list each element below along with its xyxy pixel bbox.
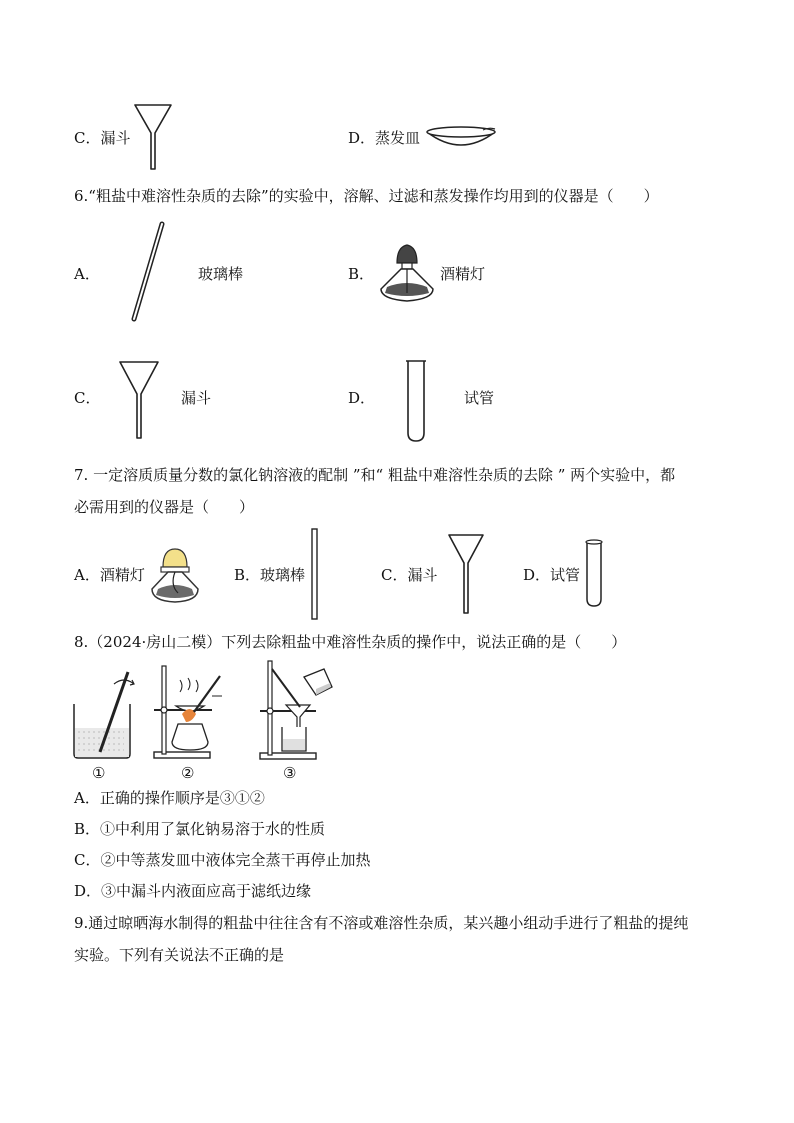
q6-option-d-letter[interactable]: D．	[348, 389, 376, 407]
q7-stem-line2: 必需用到的仪器是（ ）	[74, 498, 255, 516]
alcohol-lamp-icon	[377, 241, 437, 305]
funnel-icon	[447, 533, 485, 615]
q6-option-a-label: 玻璃棒	[198, 265, 244, 283]
q7-option-d[interactable]: D．试管	[523, 566, 581, 584]
evaporating-dish-icon	[423, 124, 499, 154]
q9-stem-line2: 实验。下列有关说法不正确的是	[74, 946, 285, 964]
q7-option-c[interactable]: C．漏斗	[381, 566, 438, 584]
q8-figure-label-2: ②	[181, 764, 195, 782]
q8-stem: 8.（2024·房山二模）下列去除粗盐中难溶性杂质的操作中，说法正确的是（ ）	[74, 633, 627, 651]
evaporation-figure	[150, 656, 230, 762]
q6-option-d-label: 试管	[464, 389, 495, 407]
q8-option-b[interactable]: B．①中利用了氯化钠易溶于水的性质	[74, 820, 326, 838]
q5-option-d[interactable]: D．蒸发皿	[348, 129, 421, 147]
q7-stem-line1: 7. 一定溶质质量分数的氯化钠溶液的配制 ”和“ 粗盐中难溶性杂质的去除 ” 两个实验中，都	[74, 466, 676, 484]
q6-option-b-label: 酒精灯	[440, 265, 486, 283]
q8-option-d[interactable]: D．③中漏斗内液面应高于滤纸边缘	[74, 882, 312, 900]
filtration-figure	[258, 655, 338, 763]
test-tube-icon	[405, 359, 427, 443]
q5-option-c[interactable]: C．漏斗	[74, 129, 131, 147]
q6-option-c-letter[interactable]: C．	[74, 389, 101, 407]
q8-option-a[interactable]: A．正确的操作顺序是③①②	[74, 789, 265, 807]
q8-figure-label-3: ③	[283, 764, 297, 782]
q6-stem: 6.“粗盐中难溶性杂质的去除”的实验中，溶解、过滤和蒸发操作均用到的仪器是（ ）	[74, 187, 659, 205]
q6-option-c-label: 漏斗	[181, 389, 212, 407]
funnel-icon	[118, 360, 160, 440]
dissolving-figure	[70, 666, 140, 762]
test-tube-icon	[583, 539, 605, 609]
glass-rod-icon	[128, 221, 168, 323]
q9-stem-line1: 9.通过晾晒海水制得的粗盐中往往含有不溶或难溶性杂质，某兴趣小组动手进行了粗盐的提纯	[74, 914, 689, 932]
q7-option-b[interactable]: B．玻璃棒	[234, 566, 306, 584]
glass-rod-icon	[310, 528, 320, 620]
q6-option-b-letter[interactable]: B．	[348, 265, 375, 283]
q7-option-a[interactable]: A．酒精灯	[74, 566, 145, 584]
q8-option-c[interactable]: C．②中等蒸发皿中液体完全蒸干再停止加热	[74, 851, 371, 869]
alcohol-lamp-icon	[148, 545, 202, 605]
q8-figure-label-1: ①	[92, 764, 106, 782]
q6-option-a-letter[interactable]: A．	[74, 265, 100, 283]
funnel-icon	[133, 103, 173, 171]
